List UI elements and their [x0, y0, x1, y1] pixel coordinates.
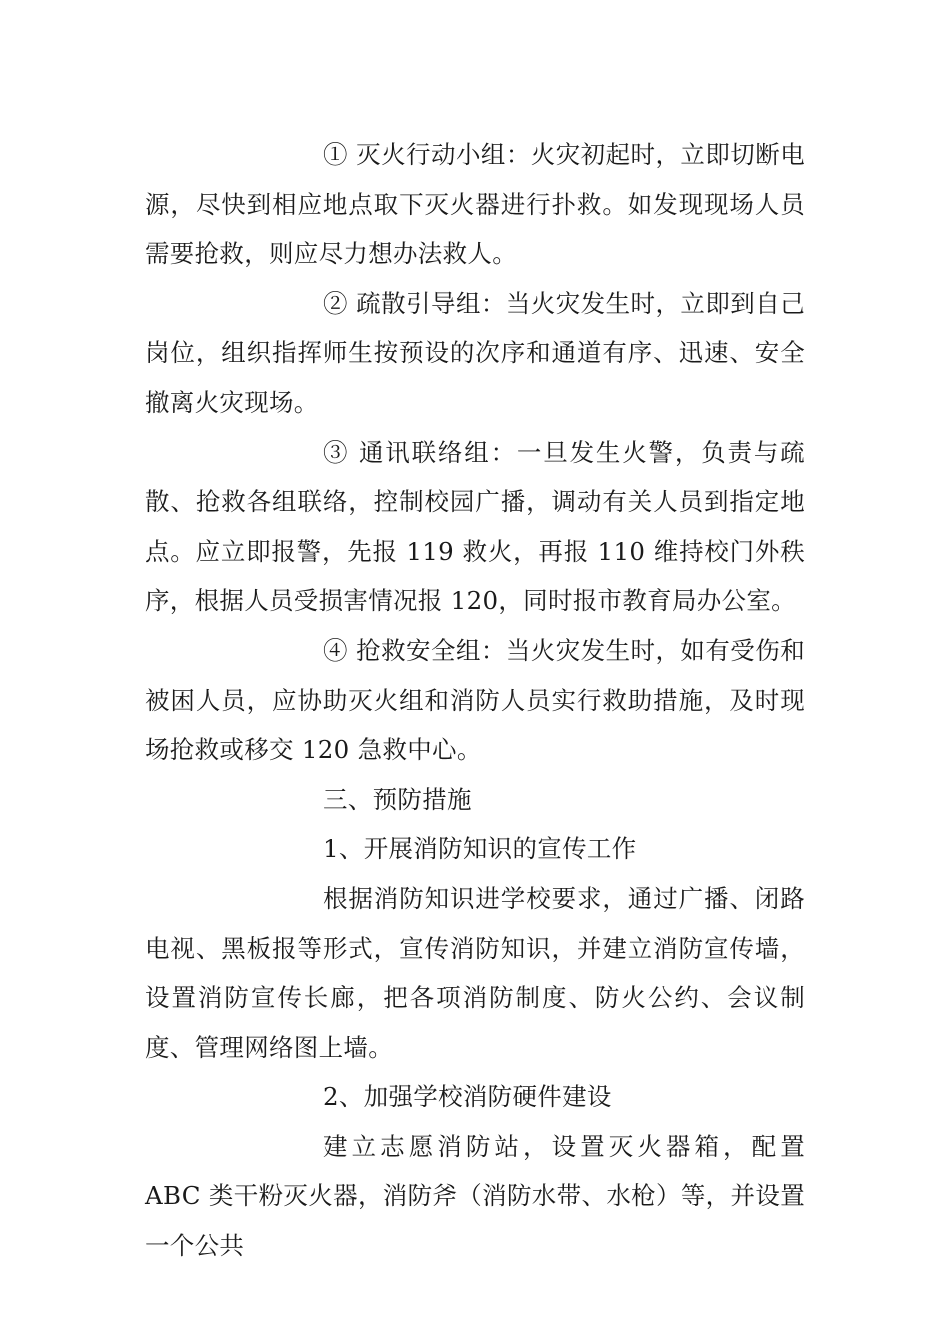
subheading-hardware: 2、加强学校消防硬件建设	[323, 1082, 612, 1112]
paragraph-rescue-team: ④ 抢救安全组：当火灾发生时，如有受伤和被困人员，应协助灭火组和消防人员实行救助措施，及时现场抢救或移交 120 急救中心。	[145, 635, 805, 765]
paragraph-evacuation-team: ② 疏散引导组：当火灾发生时，立即到自己岗位，组织指挥师生按预设的次序和通道有序、迅速、安全撤离火灾现场。	[145, 288, 805, 417]
document-body	[145, 130, 805, 1271]
subheading-publicity: 1、开展消防知识的宣传工作	[323, 834, 637, 864]
paragraph-fire-fighting-team: ① 灭火行动小组：火灾初起时，立即切断电源，尽快到相应地点取下灭火器进行扑救。如发现现场人员需要抢救，则应尽力想办法救人。	[145, 140, 805, 269]
paragraph-hardware: 建立志愿消防站，设置灭火器箱，配置 ABC 类干粉灭火器，消防斧（消防水带、水枪）等，并设置一个公共	[145, 1131, 805, 1261]
paragraph-publicity: 根据消防知识进学校要求，通过广播、闭路电视、黑板报等形式，宣传消防知识，并建立消防宣传墙，设置消防宣传长廊，把各项消防制度、防火公约、会议制度、管理网络图上墙。	[145, 883, 805, 1062]
section-heading-prevention: 三、预防措施	[323, 784, 472, 814]
paragraph-communication-team: ③ 通讯联络组：一旦发生火警，负责与疏散、抢救各组联络，控制校园广播，调动有关人员到指定地点。应立即报警，先报 119 救火，再报 110 维持校门外秩序，根据人员受损害情况报 120，同时报市教育局办公室。	[145, 437, 805, 616]
